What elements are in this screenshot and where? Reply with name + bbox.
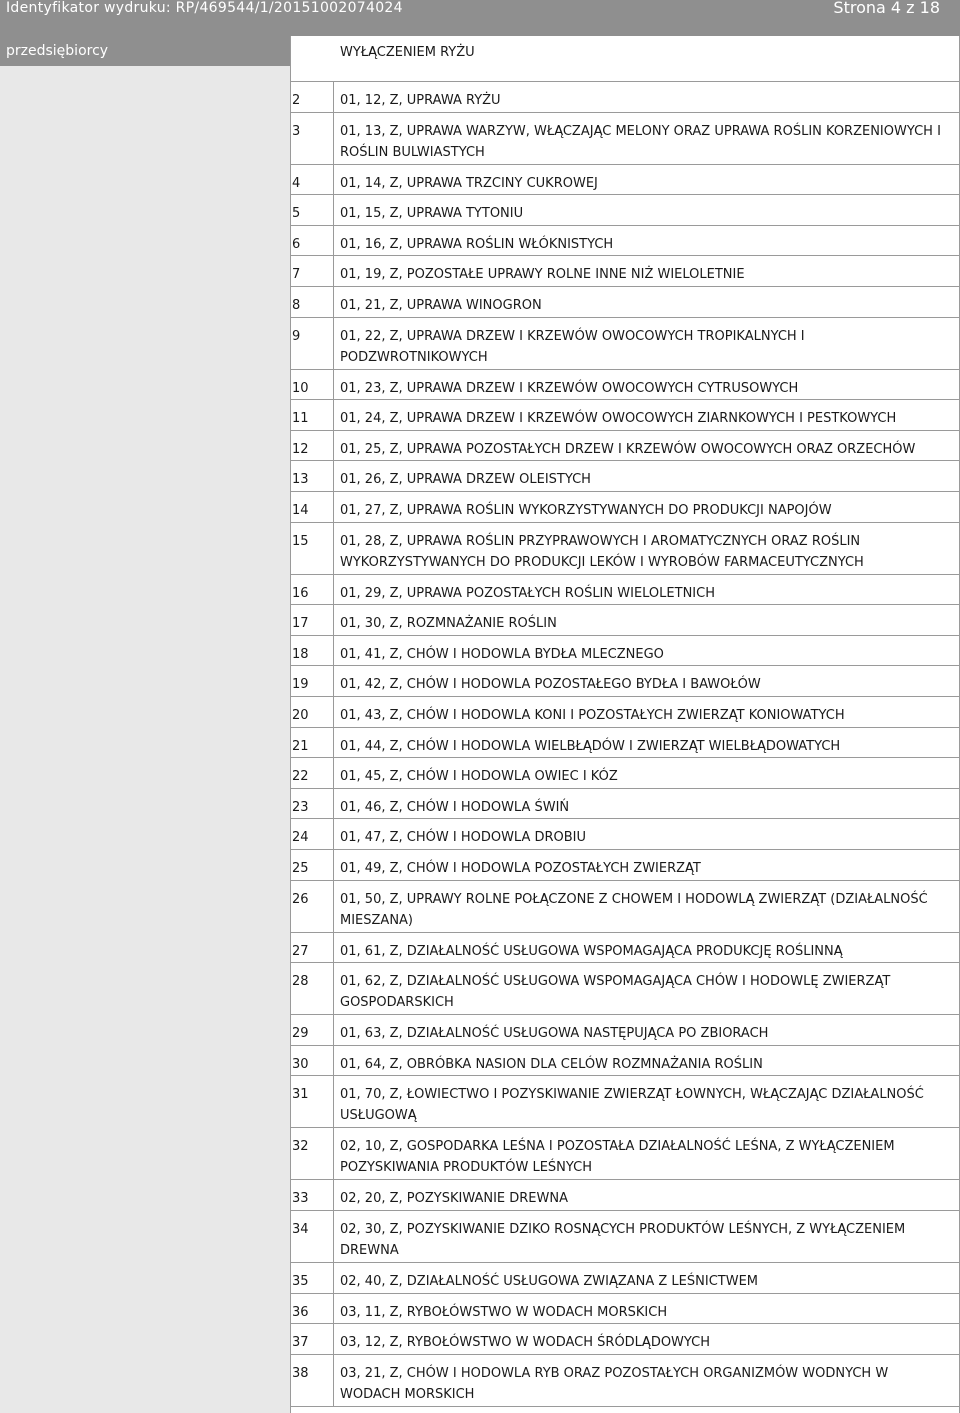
row-number: 37 (290, 1324, 334, 1354)
row-text: 01, 24, Z, UPRAWA DRZEW I KRZEWÓW OWOCOWYCH ZIARNKOWYCH I PESTKOWYCH (340, 411, 897, 427)
row-number: 24 (290, 819, 334, 849)
pkd-table (290, 36, 960, 1413)
row-text: 01, 28, Z, UPRAWA ROŚLIN PRZYPRAWOWYCH I AROMATYCZNYCH ORAZ ROŚLIN WYKORZYSTYWANYCH DO PRODUKCJI LEKÓW I WYROBÓW FARMACEUTYCZNYCH (340, 533, 864, 570)
row-number: 2 (290, 82, 334, 112)
row-number: 9 (290, 318, 334, 369)
row-text: 01, 41, Z, CHÓW I HODOWLA BYDŁA MLECZNEGO (340, 646, 664, 662)
table-row (290, 431, 959, 462)
row-number: 19 (290, 666, 334, 696)
table-row (290, 400, 959, 431)
table-row (290, 287, 959, 318)
row-text: 01, 26, Z, UPRAWA DRZEW OLEISTYCH (340, 472, 591, 488)
row-text: 01, 49, Z, CHÓW I HODOWLA POZOSTAŁYCH ZWIERZĄT (340, 861, 701, 876)
table-row (290, 492, 959, 523)
table-row (290, 195, 959, 226)
row-text: 03, 21, Z, CHÓW I HODOWLA RYB ORAZ POZOSTAŁYCH ORGANIZMÓW WODNYCH W WODACH MORSKICH (340, 1365, 889, 1402)
row-number: 7 (290, 256, 334, 286)
table-row (290, 819, 959, 850)
table-row (290, 697, 959, 728)
row-text: 01, 27, Z, UPRAWA ROŚLIN WYKORZYSTYWANYCH DO PRODUKCJI NAPOJÓW (340, 503, 832, 518)
row-text: 02, 40, Z, DZIAŁALNOŚĆ USŁUGOWA ZWIĄZANA Z LEŚNICTWEM (340, 1274, 758, 1289)
row-text: 01, 23, Z, UPRAWA DRZEW I KRZEWÓW OWOCOWYCH CYTRUSOWYCH (340, 380, 799, 396)
row-text: 01, 22, Z, UPRAWA DRZEW I KRZEWÓW OWOCOWYCH TROPIKALNYCH I PODZWROTNIKOWYCH (340, 328, 805, 365)
row-number: 35 (290, 1263, 334, 1293)
row-text: 01, 61, Z, DZIAŁALNOŚĆ USŁUGOWA WSPOMAGAJĄCA PRODUKCJĘ ROŚLINNĄ (340, 943, 843, 959)
table-row-continuation (290, 36, 959, 82)
row-number: 13 (290, 461, 334, 491)
row-number: 11 (290, 400, 334, 430)
table-row (290, 1355, 959, 1407)
table-row (290, 1015, 959, 1046)
table-row (290, 881, 959, 933)
row-number: 28 (290, 963, 334, 1014)
row-text: 01, 19, Z, POZOSTAŁE UPRAWY ROLNE INNE NIŻ WIELOLETNIE (340, 267, 745, 283)
table-row (290, 575, 959, 606)
row-text: 01, 43, Z, CHÓW I HODOWLA KONI I POZOSTAŁYCH ZWIERZĄT KONIOWATYCH (340, 708, 845, 723)
left-label-column (0, 36, 291, 1413)
row-text: 01, 14, Z, UPRAWA TRZCINY CUKROWEJ (340, 175, 598, 191)
page-number: Strona 4 z 18 (833, 0, 940, 17)
table-row (290, 523, 959, 575)
row-number: 8 (290, 287, 334, 317)
row-number: 3 (290, 113, 334, 164)
table-row (290, 789, 959, 820)
row-text: 01, 63, Z, DZIAŁALNOŚĆ USŁUGOWA NASTĘPUJĄCA PO ZBIORACH (340, 1026, 769, 1042)
table-row (290, 1211, 959, 1263)
table-row (290, 605, 959, 636)
row-number: 30 (290, 1046, 334, 1076)
row-number: 23 (290, 789, 334, 819)
table-row (290, 636, 959, 667)
row-text: 01, 50, Z, UPRAWY ROLNE POŁĄCZONE Z CHOWEM I HODOWLĄ ZWIERZĄT (DZIAŁALNOŚĆ MIESZANA) (340, 891, 928, 928)
table-row (290, 1263, 959, 1294)
table-row (290, 850, 959, 881)
left-column-header: przedsiębiorcy (0, 36, 290, 66)
row-number: 27 (290, 933, 334, 963)
table-row (290, 82, 959, 113)
row-number: 31 (290, 1076, 334, 1127)
row-text: 01, 12, Z, UPRAWA RYŻU (340, 93, 501, 108)
row-number: 20 (290, 697, 334, 727)
row-text: 02, 30, Z, POZYSKIWANIE DZIKO ROSNĄCYCH PRODUKTÓW LEŚNYCH, Z WYŁĄCZENIEM DREWNA (340, 1222, 906, 1258)
row-text: 01, 64, Z, OBRÓBKA NASION DLA CELÓW ROZMNAŻANIA ROŚLIN (340, 1056, 763, 1072)
row-number: 4 (290, 165, 334, 195)
row-number: 15 (290, 523, 334, 574)
row-number: 6 (290, 226, 334, 256)
table-row (290, 1076, 959, 1128)
row-text: WYŁĄCZENIEM RYŻU (340, 45, 475, 60)
table-row (290, 113, 959, 165)
row-number: 33 (290, 1180, 334, 1210)
table-row (290, 226, 959, 257)
row-number: 25 (290, 850, 334, 880)
table-row (290, 1294, 959, 1325)
row-text: 01, 46, Z, CHÓW I HODOWLA ŚWIŃ (340, 799, 570, 815)
row-number: 34 (290, 1211, 334, 1262)
table-row (290, 256, 959, 287)
row-number: 18 (290, 636, 334, 666)
table-row (290, 1128, 959, 1180)
row-text: 01, 29, Z, UPRAWA POZOSTAŁYCH ROŚLIN WIELOLETNICH (340, 585, 715, 601)
row-number: 10 (290, 370, 334, 400)
print-header-bar (0, 0, 960, 36)
row-number: 21 (290, 728, 334, 758)
row-text: 03, 11, Z, RYBOŁÓWSTWO W WODACH MORSKICH (340, 1304, 668, 1320)
row-text: 01, 42, Z, CHÓW I HODOWLA POZOSTAŁEGO BYDŁA I BAWOŁÓW (340, 677, 761, 693)
row-number: 29 (290, 1015, 334, 1045)
row-number: 38 (290, 1355, 334, 1406)
row-number: 5 (290, 195, 334, 225)
row-number: 16 (290, 575, 334, 605)
print-identifier: Identyfikator wydruku: RP/469544/1/20151002074024 (6, 0, 403, 16)
row-number: 26 (290, 881, 334, 932)
row-text: 01, 62, Z, DZIAŁALNOŚĆ USŁUGOWA WSPOMAGAJĄCA CHÓW I HODOWLĘ ZWIERZĄT GOSPODARSKICH (340, 974, 891, 1011)
table-row (290, 165, 959, 196)
row-text: 01, 47, Z, CHÓW I HODOWLA DROBIU (340, 830, 587, 846)
row-text: 03, 12, Z, RYBOŁÓWSTWO W WODACH ŚRÓDLĄDOWYCH (340, 1335, 710, 1351)
table-row (290, 728, 959, 759)
table-row (290, 318, 959, 370)
row-text: 02, 10, Z, GOSPODARKA LEŚNA I POZOSTAŁA DZIAŁALNOŚĆ LEŚNA, Z WYŁĄCZENIEM POZYSKIWANIA PRODUKTÓW LEŚNYCH (340, 1139, 895, 1176)
table-row (290, 1324, 959, 1355)
row-text: 01, 16, Z, UPRAWA ROŚLIN WŁÓKNISTYCH (340, 236, 614, 252)
row-text: 02, 20, Z, POZYSKIWANIE DREWNA (340, 1191, 568, 1207)
row-text: 01, 44, Z, CHÓW I HODOWLA WIELBŁĄDÓW I ZWIERZĄT WIELBŁĄDOWATYCH (340, 738, 841, 754)
table-row (290, 1046, 959, 1077)
row-text: 01, 25, Z, UPRAWA POZOSTAŁYCH DRZEW I KRZEWÓW OWOCOWYCH ORAZ ORZECHÓW (340, 441, 916, 457)
row-number: 14 (290, 492, 334, 522)
row-number: 36 (290, 1294, 334, 1324)
row-text: 01, 21, Z, UPRAWA WINOGRON (340, 298, 542, 313)
row-number: 22 (290, 758, 334, 788)
row-text: 01, 15, Z, UPRAWA TYTONIU (340, 206, 524, 222)
row-number: 32 (290, 1128, 334, 1179)
row-text: 01, 70, Z, ŁOWIECTWO I POZYSKIWANIE ZWIERZĄT ŁOWNYCH, WŁĄCZAJĄC DZIAŁALNOŚĆ USŁUGOWĄ (340, 1087, 924, 1124)
row-number: 17 (290, 605, 334, 635)
table-row (290, 933, 959, 964)
table-row (290, 370, 959, 401)
table-row (290, 758, 959, 789)
row-text: 01, 30, Z, ROZMNAŻANIE ROŚLIN (340, 616, 557, 632)
table-row (290, 666, 959, 697)
table-row (290, 963, 959, 1015)
table-row (290, 461, 959, 492)
row-number: 12 (290, 431, 334, 461)
row-text: 01, 13, Z, UPRAWA WARZYW, WŁĄCZAJĄC MELONY ORAZ UPRAWA ROŚLIN KORZENIOWYCH I ROŚLIN BULWIASTYCH (340, 123, 941, 160)
table-row (290, 1180, 959, 1211)
row-text: 01, 45, Z, CHÓW I HODOWLA OWIEC I KÓZ (340, 769, 618, 785)
